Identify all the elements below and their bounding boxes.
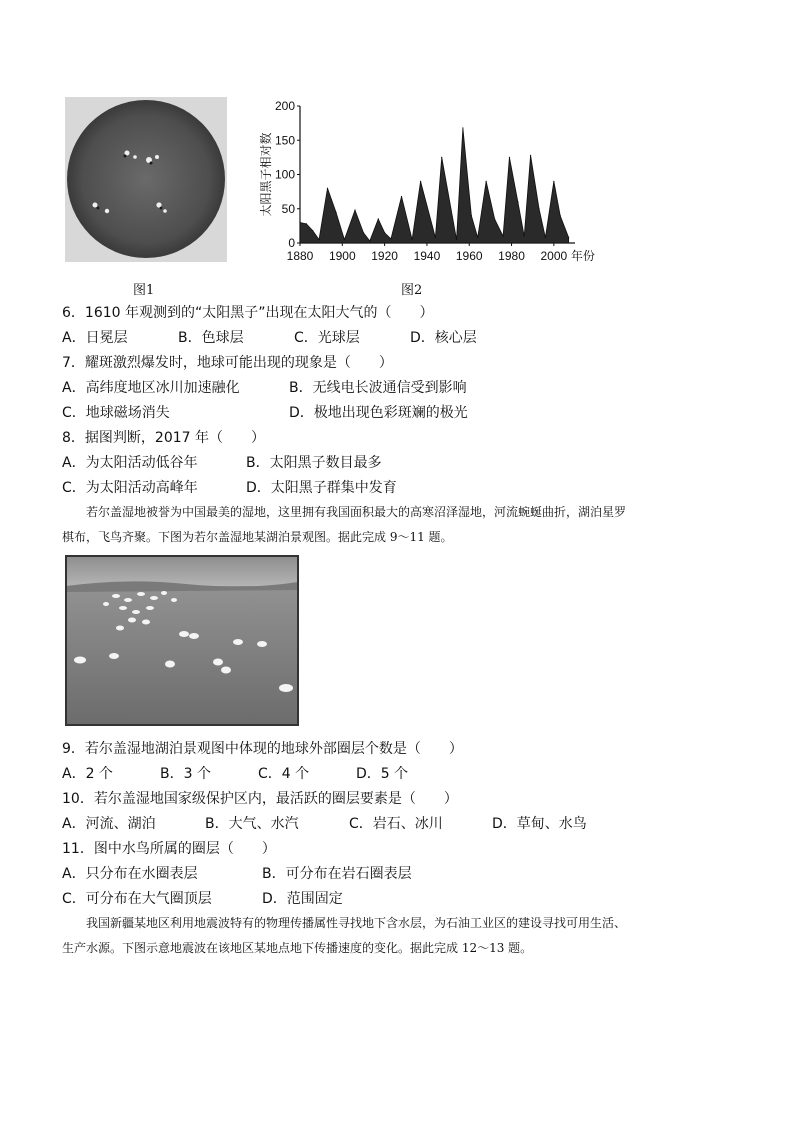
question-11-option-c: C．可分布在大气圈顶层 (62, 891, 212, 907)
question-9-stem: 9．若尔盖湿地湖泊景观图中体现的地球外部圈层个数是（ ） (62, 741, 463, 757)
x-tick-label: 1920 (371, 249, 398, 263)
data-point (477, 237, 478, 238)
data-point (553, 181, 554, 182)
y-tick-label: 50 (281, 201, 295, 216)
question-7-option-b: B．无线电长波通信受到影响 (289, 380, 467, 396)
question-9-option-d: D．5 个 (356, 766, 409, 782)
data-point (363, 232, 364, 233)
data-point (384, 232, 385, 233)
x-tick-label: 2000 (540, 249, 568, 263)
question-9-option-b: B．3 个 (160, 766, 211, 782)
question-6-stem: 6．1610 年观测到的“太阳黑子”出现在太阳大气的（ ） (62, 305, 434, 321)
y-axis-label: 太阳黑子相对数 (259, 132, 273, 217)
question-10-option-b: B．大气、水汽 (205, 816, 299, 832)
data-point (538, 208, 539, 209)
question-8-stem: 8．据图判断，2017 年（ ） (62, 430, 265, 446)
question-8-option-c: C．为太阳活动高峰年 (62, 480, 198, 496)
sunspot-area-series (300, 128, 569, 243)
data-point (401, 196, 402, 197)
y-tick-label: 150 (274, 133, 295, 148)
data-point (568, 237, 569, 238)
data-point (369, 240, 370, 241)
data-point (335, 212, 336, 213)
data-point (390, 238, 391, 239)
y-tick-label: 0 (288, 236, 295, 250)
question-8-option-d: D．太阳黑子群集中发育 (246, 480, 397, 496)
data-point (327, 188, 328, 189)
data-point (502, 236, 503, 237)
data-point (509, 157, 510, 158)
question-9-option-c: C．4 个 (258, 766, 310, 782)
data-point (318, 239, 319, 240)
data-point (486, 181, 487, 182)
x-tick-label: 1940 (413, 249, 441, 263)
question-7-option-c: C．地球磁场消失 (62, 405, 170, 421)
x-tick-label: 1980 (498, 249, 525, 263)
sunspot-chart (255, 96, 595, 268)
x-tick-label: 1900 (328, 249, 356, 263)
data-point (299, 222, 300, 223)
passage-1-line-1: 若尔盖湿地被誉为中国最美的湿地，这里拥有我国面积最大的高寒沼泽湿地，河流蜿蜒曲折，湖泊星罗 (86, 505, 627, 519)
question-6-option-b: B．色球层 (178, 330, 244, 346)
figure1-caption: 图1 (133, 283, 155, 298)
data-point (344, 239, 345, 240)
question-8-option-a: A．为太阳活动低谷年 (62, 455, 198, 471)
passage-1-line-2: 棋布，飞鸟齐聚。下图为若尔盖湿地某湖泊景观图。据此完成 9～11 题。 (62, 530, 453, 544)
question-10-stem: 10．若尔盖湿地国家级保护区内，最活跃的圈层要素是（ ） (62, 791, 458, 807)
data-point (412, 239, 413, 240)
question-6-option-a: A．日冕层 (62, 330, 128, 346)
question-11-option-d: D．范围固定 (262, 891, 343, 907)
question-11-option-b: B．可分布在岩石圈表层 (262, 866, 412, 882)
sun-photo (65, 97, 227, 262)
data-point (420, 181, 421, 182)
question-10-option-a: A．河流、湖泊 (62, 816, 156, 832)
question-11-stem: 11．图中水鸟所属的圈层（ ） (62, 841, 276, 857)
x-tick-label: 1960 (455, 249, 483, 263)
data-point (312, 230, 313, 231)
x-tick-label: 1880 (286, 249, 314, 263)
passage-2-line-1: 我国新疆某地区利用地震波特有的物理传播属性寻找地下含水层，为石油工业区的建设寻找可用生活、 (86, 916, 627, 930)
question-7-option-d: D．极地出现色彩斑斓的极光 (289, 405, 468, 421)
data-point (471, 215, 472, 216)
x-axis-label: 年份 (570, 249, 595, 263)
question-11-option-a: A．只分布在水圈表层 (62, 866, 198, 882)
passage-2-line-2: 生产水源。下图示意地震波在该地区某地点地下传播速度的变化。据此完成 12～13 题。 (62, 941, 533, 955)
data-point (306, 223, 307, 224)
data-point (378, 218, 379, 219)
data-point (517, 201, 518, 202)
data-point (494, 218, 495, 219)
question-6-option-c: C．光球层 (294, 330, 360, 346)
question-7-stem: 7．耀斑激烈爆发时，地球可能出现的现象是（ ） (62, 355, 393, 371)
data-point (462, 127, 463, 128)
question-8-option-b: B．太阳黑子数目最多 (246, 455, 382, 471)
data-point (441, 157, 442, 158)
y-tick-label: 100 (274, 167, 295, 182)
question-10-option-d: D．草甸、水鸟 (492, 816, 587, 832)
data-point (435, 237, 436, 238)
lake-photo (66, 556, 298, 725)
y-tick-label: 200 (274, 99, 295, 113)
question-10-option-c: C．岩石、冰川 (349, 816, 443, 832)
data-point (524, 236, 525, 237)
question-7-option-a: A．高纬度地区冰川加速融化 (62, 380, 240, 396)
question-9-option-a: A．2 个 (62, 766, 113, 782)
figure2-caption: 图2 (401, 283, 423, 298)
question-6-option-d: D．核心层 (410, 330, 477, 346)
data-point (560, 215, 561, 216)
data-point (354, 210, 355, 211)
data-point (545, 237, 546, 238)
data-point (456, 239, 457, 240)
data-point (530, 155, 531, 156)
